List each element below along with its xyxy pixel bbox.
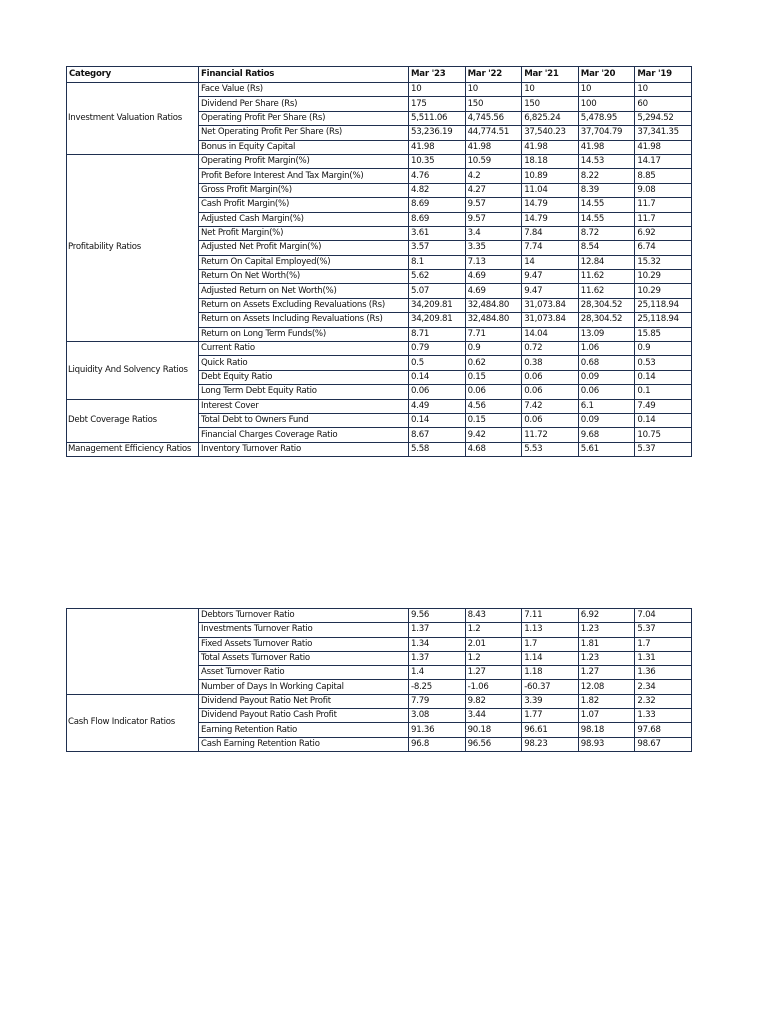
ratio-name-cell: Investments Turnover Ratio — [199, 623, 409, 637]
value-cell: 15.32 — [635, 255, 692, 269]
value-cell: 6,825.24 — [522, 111, 579, 125]
value-cell: 12.08 — [578, 680, 635, 694]
category-cell: Management Efficiency Ratios — [67, 442, 199, 456]
value-cell: 0.14 — [409, 413, 466, 427]
value-cell: -8.25 — [409, 680, 466, 694]
value-cell: 10 — [409, 83, 466, 97]
value-cell: -60.37 — [522, 680, 579, 694]
table-row — [67, 694, 692, 708]
value-cell: 0.14 — [635, 413, 692, 427]
value-cell: 97.68 — [635, 723, 692, 737]
value-cell: 4.69 — [465, 284, 522, 298]
value-cell: 0.53 — [635, 356, 692, 370]
value-cell: 3.44 — [465, 709, 522, 723]
value-cell: 5.62 — [409, 270, 466, 284]
value-cell: 8.39 — [578, 183, 635, 197]
value-cell: 9.57 — [465, 212, 522, 226]
value-cell: 32,484.80 — [465, 298, 522, 312]
ratio-name-cell: Face Value (Rs) — [199, 83, 409, 97]
value-cell: 11.7 — [635, 198, 692, 212]
value-cell: 4.2 — [465, 169, 522, 183]
category-cell: Liquidity And Solvency Ratios — [67, 342, 199, 400]
value-cell: 3.57 — [409, 241, 466, 255]
value-cell: 37,704.79 — [578, 126, 635, 140]
value-cell: 12.84 — [578, 255, 635, 269]
ratio-name-cell: Bonus in Equity Capital — [199, 140, 409, 154]
value-cell: 98.93 — [578, 737, 635, 751]
value-cell: 96.61 — [522, 723, 579, 737]
value-cell: 5.53 — [522, 442, 579, 456]
value-cell: 7.42 — [522, 399, 579, 413]
value-cell: 41.98 — [635, 140, 692, 154]
value-cell: 8.54 — [578, 241, 635, 255]
value-cell: 0.9 — [465, 342, 522, 356]
value-cell: 37,341.35 — [635, 126, 692, 140]
value-cell: 5.07 — [409, 284, 466, 298]
value-cell: 4.76 — [409, 169, 466, 183]
value-cell: 1.23 — [578, 651, 635, 665]
value-cell: 10.75 — [635, 428, 692, 442]
value-cell: 1.36 — [635, 666, 692, 680]
value-cell: 28,304.52 — [578, 298, 635, 312]
value-cell: 14.55 — [578, 212, 635, 226]
column-header-category: Category — [67, 67, 199, 83]
value-cell: 3.08 — [409, 709, 466, 723]
ratio-name-cell: Net Operating Profit Per Share (Rs) — [199, 126, 409, 140]
value-cell: 7.11 — [522, 609, 579, 623]
value-cell: 0.9 — [635, 342, 692, 356]
value-cell: 1.81 — [578, 637, 635, 651]
value-cell: 7.79 — [409, 694, 466, 708]
ratio-name-cell: Earning Retention Ratio — [199, 723, 409, 737]
value-cell: 5,294.52 — [635, 111, 692, 125]
table-row — [67, 154, 692, 168]
value-cell: 10.89 — [522, 169, 579, 183]
value-cell: 1.7 — [522, 637, 579, 651]
value-cell: 3.61 — [409, 226, 466, 240]
value-cell: 9.68 — [578, 428, 635, 442]
value-cell: 8.72 — [578, 226, 635, 240]
value-cell: 9.42 — [465, 428, 522, 442]
ratio-name-cell: Return on Assets Excluding Revaluations (Rs) — [199, 298, 409, 312]
column-header-mar-21: Mar '21 — [522, 67, 579, 83]
ratio-name-cell: Cash Earning Retention Ratio — [199, 737, 409, 751]
ratio-name-cell: Total Assets Turnover Ratio — [199, 651, 409, 665]
value-cell: 11.62 — [578, 270, 635, 284]
value-cell: 0.38 — [522, 356, 579, 370]
value-cell: 4.69 — [465, 270, 522, 284]
value-cell: 10.35 — [409, 154, 466, 168]
value-cell: 1.7 — [635, 637, 692, 651]
value-cell: 9.57 — [465, 198, 522, 212]
value-cell: 0.06 — [578, 385, 635, 399]
value-cell: 0.06 — [522, 385, 579, 399]
value-cell: 6.1 — [578, 399, 635, 413]
value-cell: 100 — [578, 97, 635, 111]
value-cell: 14.04 — [522, 327, 579, 341]
ratio-name-cell: Return on Long Term Funds(%) — [199, 327, 409, 341]
value-cell: 53,236.19 — [409, 126, 466, 140]
value-cell: 9.47 — [522, 270, 579, 284]
value-cell: 10 — [522, 83, 579, 97]
value-cell: 4,745.56 — [465, 111, 522, 125]
value-cell: 0.06 — [522, 370, 579, 384]
value-cell: 25,118.94 — [635, 298, 692, 312]
value-cell: 60 — [635, 97, 692, 111]
ratio-name-cell: Quick Ratio — [199, 356, 409, 370]
value-cell: 150 — [522, 97, 579, 111]
ratio-name-cell: Asset Turnover Ratio — [199, 666, 409, 680]
value-cell: 90.18 — [465, 723, 522, 737]
value-cell: 11.04 — [522, 183, 579, 197]
value-cell: 5.37 — [635, 623, 692, 637]
value-cell: 96.8 — [409, 737, 466, 751]
value-cell: 1.4 — [409, 666, 466, 680]
ratio-name-cell: Interest Cover — [199, 399, 409, 413]
financial-ratios-table — [66, 66, 692, 457]
ratio-name-cell: Gross Profit Margin(%) — [199, 183, 409, 197]
ratio-name-cell: Current Ratio — [199, 342, 409, 356]
value-cell: 10 — [465, 83, 522, 97]
value-cell: 6.74 — [635, 241, 692, 255]
value-cell: 7.71 — [465, 327, 522, 341]
value-cell: 41.98 — [409, 140, 466, 154]
value-cell: 7.13 — [465, 255, 522, 269]
value-cell: 14.17 — [635, 154, 692, 168]
column-header-mar-23: Mar '23 — [409, 67, 466, 83]
value-cell: 1.27 — [465, 666, 522, 680]
table-row — [67, 83, 692, 97]
value-cell: 4.82 — [409, 183, 466, 197]
value-cell: 41.98 — [578, 140, 635, 154]
value-cell: 0.06 — [465, 385, 522, 399]
value-cell: 0.15 — [465, 370, 522, 384]
value-cell: 1.13 — [522, 623, 579, 637]
value-cell: 5.37 — [635, 442, 692, 456]
ratio-name-cell: Inventory Turnover Ratio — [199, 442, 409, 456]
value-cell: 1.2 — [465, 651, 522, 665]
value-cell: 0.14 — [409, 370, 466, 384]
value-cell: 41.98 — [522, 140, 579, 154]
value-cell: 32,484.80 — [465, 313, 522, 327]
column-header-mar-19: Mar '19 — [635, 67, 692, 83]
ratio-name-cell: Net Profit Margin(%) — [199, 226, 409, 240]
value-cell: 1.82 — [578, 694, 635, 708]
value-cell: 1.18 — [522, 666, 579, 680]
value-cell: 7.84 — [522, 226, 579, 240]
value-cell: 10.29 — [635, 284, 692, 298]
ratio-name-cell: Return On Net Worth(%) — [199, 270, 409, 284]
value-cell: 91.36 — [409, 723, 466, 737]
ratio-name-cell: Profit Before Interest And Tax Margin(%) — [199, 169, 409, 183]
value-cell: 1.31 — [635, 651, 692, 665]
value-cell: 11.72 — [522, 428, 579, 442]
value-cell: 7.74 — [522, 241, 579, 255]
value-cell: 14.79 — [522, 212, 579, 226]
value-cell: 18.18 — [522, 154, 579, 168]
ratio-name-cell: Dividend Payout Ratio Net Profit — [199, 694, 409, 708]
value-cell: 0.06 — [409, 385, 466, 399]
value-cell: 1.33 — [635, 709, 692, 723]
value-cell: 0.14 — [635, 370, 692, 384]
value-cell: 3.35 — [465, 241, 522, 255]
category-cell: Profitability Ratios — [67, 154, 199, 341]
ratio-name-cell: Return on Assets Including Revaluations (Rs) — [199, 313, 409, 327]
financial-ratios-table-continued-body — [67, 609, 692, 752]
value-cell: 150 — [465, 97, 522, 111]
value-cell: 7.49 — [635, 399, 692, 413]
value-cell: 0.62 — [465, 356, 522, 370]
value-cell: 1.77 — [522, 709, 579, 723]
value-cell: 98.18 — [578, 723, 635, 737]
value-cell: 1.37 — [409, 623, 466, 637]
table-row — [67, 442, 692, 456]
table-row — [67, 399, 692, 413]
value-cell: 8.69 — [409, 212, 466, 226]
value-cell: 8.67 — [409, 428, 466, 442]
ratio-name-cell: Return On Capital Employed(%) — [199, 255, 409, 269]
value-cell: 4.27 — [465, 183, 522, 197]
value-cell: 10.29 — [635, 270, 692, 284]
value-cell: 14 — [522, 255, 579, 269]
value-cell: 5.58 — [409, 442, 466, 456]
value-cell: 34,209.81 — [409, 298, 466, 312]
value-cell: 2.34 — [635, 680, 692, 694]
value-cell: 1.23 — [578, 623, 635, 637]
value-cell: 11.62 — [578, 284, 635, 298]
value-cell: 31,073.84 — [522, 313, 579, 327]
table-row — [67, 342, 692, 356]
value-cell: -1.06 — [465, 680, 522, 694]
value-cell: 9.08 — [635, 183, 692, 197]
value-cell: 11.7 — [635, 212, 692, 226]
value-cell: 0.5 — [409, 356, 466, 370]
value-cell: 5.61 — [578, 442, 635, 456]
value-cell: 7.04 — [635, 609, 692, 623]
value-cell: 41.98 — [465, 140, 522, 154]
value-cell: 1.27 — [578, 666, 635, 680]
ratio-name-cell: Number of Days In Working Capital — [199, 680, 409, 694]
value-cell: 0.72 — [522, 342, 579, 356]
ratio-name-cell: Dividend Per Share (Rs) — [199, 97, 409, 111]
value-cell: 2.01 — [465, 637, 522, 651]
ratio-name-cell: Dividend Payout Ratio Cash Profit — [199, 709, 409, 723]
value-cell: 14.79 — [522, 198, 579, 212]
value-cell: 0.15 — [465, 413, 522, 427]
ratio-name-cell: Adjusted Return on Net Worth(%) — [199, 284, 409, 298]
value-cell: 1.37 — [409, 651, 466, 665]
value-cell: 0.1 — [635, 385, 692, 399]
column-header-mar-20: Mar '20 — [578, 67, 635, 83]
value-cell: 1.34 — [409, 637, 466, 651]
value-cell: 1.2 — [465, 623, 522, 637]
ratio-name-cell: Operating Profit Per Share (Rs) — [199, 111, 409, 125]
value-cell: 2.32 — [635, 694, 692, 708]
value-cell: 98.23 — [522, 737, 579, 751]
value-cell: 37,540.23 — [522, 126, 579, 140]
value-cell: 6.92 — [578, 609, 635, 623]
value-cell: 9.82 — [465, 694, 522, 708]
value-cell: 98.67 — [635, 737, 692, 751]
ratio-name-cell: Fixed Assets Turnover Ratio — [199, 637, 409, 651]
value-cell: 0.09 — [578, 370, 635, 384]
value-cell: 13.09 — [578, 327, 635, 341]
value-cell: 8.43 — [465, 609, 522, 623]
value-cell: 34,209.81 — [409, 313, 466, 327]
ratio-name-cell: Operating Profit Margin(%) — [199, 154, 409, 168]
value-cell: 14.55 — [578, 198, 635, 212]
value-cell: 8.1 — [409, 255, 466, 269]
value-cell: 0.09 — [578, 413, 635, 427]
value-cell: 1.14 — [522, 651, 579, 665]
ratio-name-cell: Cash Profit Margin(%) — [199, 198, 409, 212]
value-cell: 175 — [409, 97, 466, 111]
value-cell: 96.56 — [465, 737, 522, 751]
value-cell: 4.49 — [409, 399, 466, 413]
column-header-financial-ratios: Financial Ratios — [199, 67, 409, 83]
value-cell: 0.79 — [409, 342, 466, 356]
value-cell: 8.85 — [635, 169, 692, 183]
value-cell: 6.92 — [635, 226, 692, 240]
value-cell: 0.68 — [578, 356, 635, 370]
value-cell: 15.85 — [635, 327, 692, 341]
ratio-name-cell: Debt Equity Ratio — [199, 370, 409, 384]
value-cell: 8.71 — [409, 327, 466, 341]
value-cell: 9.47 — [522, 284, 579, 298]
value-cell: 4.56 — [465, 399, 522, 413]
value-cell: 28,304.52 — [578, 313, 635, 327]
ratio-name-cell: Debtors Turnover Ratio — [199, 609, 409, 623]
value-cell: 8.22 — [578, 169, 635, 183]
ratio-name-cell: Adjusted Net Profit Margin(%) — [199, 241, 409, 255]
value-cell: 25,118.94 — [635, 313, 692, 327]
value-cell: 3.39 — [522, 694, 579, 708]
value-cell: 5,511.06 — [409, 111, 466, 125]
value-cell: 8.69 — [409, 198, 466, 212]
value-cell: 10 — [635, 83, 692, 97]
column-header-mar-22: Mar '22 — [465, 67, 522, 83]
category-cell: Cash Flow Indicator Ratios — [67, 694, 199, 751]
category-cell: Debt Coverage Ratios — [67, 399, 199, 442]
value-cell: 4.68 — [465, 442, 522, 456]
ratio-name-cell: Financial Charges Coverage Ratio — [199, 428, 409, 442]
value-cell: 0.06 — [522, 413, 579, 427]
value-cell: 9.56 — [409, 609, 466, 623]
category-cell: Investment Valuation Ratios — [67, 83, 199, 155]
table-row — [67, 609, 692, 623]
value-cell: 31,073.84 — [522, 298, 579, 312]
value-cell: 10 — [578, 83, 635, 97]
value-cell: 10.59 — [465, 154, 522, 168]
value-cell: 1.06 — [578, 342, 635, 356]
value-cell: 44,774.51 — [465, 126, 522, 140]
category-cell — [67, 609, 199, 695]
value-cell: 14.53 — [578, 154, 635, 168]
financial-ratios-table-body — [67, 67, 692, 457]
header-row — [67, 67, 692, 83]
ratio-name-cell: Adjusted Cash Margin(%) — [199, 212, 409, 226]
ratio-name-cell: Long Term Debt Equity Ratio — [199, 385, 409, 399]
ratio-name-cell: Total Debt to Owners Fund — [199, 413, 409, 427]
financial-ratios-table-continued — [66, 608, 692, 752]
value-cell: 1.07 — [578, 709, 635, 723]
value-cell: 5,478.95 — [578, 111, 635, 125]
value-cell: 3.4 — [465, 226, 522, 240]
